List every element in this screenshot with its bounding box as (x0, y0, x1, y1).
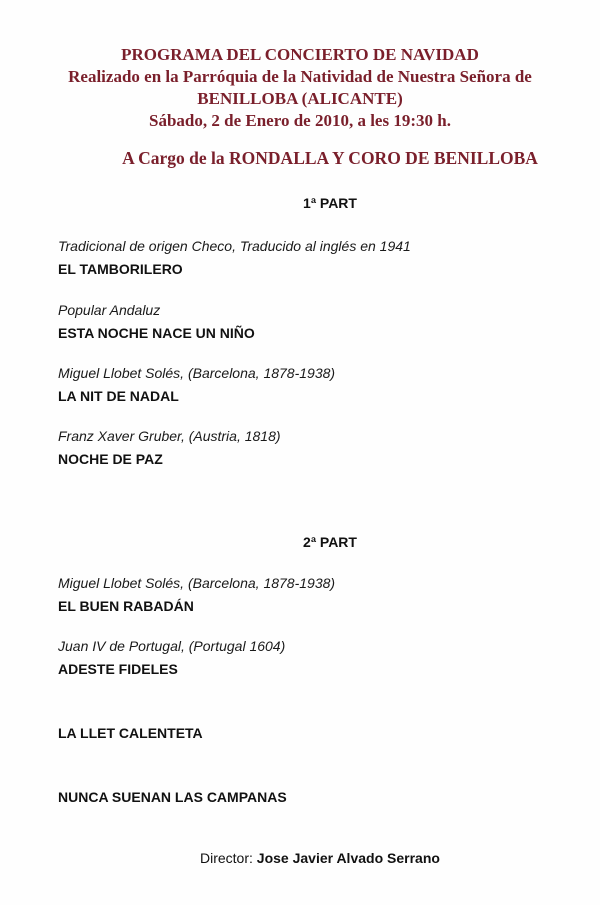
piece-title: ADESTE FIDELES (58, 661, 178, 677)
piece-composer: Popular Andaluz (58, 302, 161, 318)
piece-composer: Juan IV de Portugal, (Portugal 1604) (58, 638, 286, 654)
piece-title: ESTA NOCHE NACE UN NIÑO (58, 325, 255, 341)
director-name: Jose Javier Alvado Serrano (256, 850, 440, 866)
piece-title: LA LLET CALENTETA (58, 725, 203, 741)
director-line (200, 850, 440, 866)
part-2-heading: 2ª PART (303, 534, 357, 550)
piece-title: LA NIT DE NADAL (58, 388, 179, 404)
date-time: Sábado, 2 de Enero de 2010, a les 19:30 h. (149, 111, 451, 130)
piece-title: NUNCA SUENAN LAS CAMPANAS (58, 789, 287, 805)
part-1-heading: 1ª PART (303, 195, 357, 211)
piece-composer: Tradicional de origen Checo, Traducido al inglés en 1941 (58, 238, 411, 254)
piece-composer: Franz Xaver Gruber, (Austria, 1818) (58, 428, 281, 444)
piece-title: NOCHE DE PAZ (58, 451, 163, 467)
performers-lead: A Cargo de la (122, 148, 225, 168)
director-label: Director: (200, 850, 253, 866)
piece-composer: Miguel Llobet Solés, (Barcelona, 1878-1938) (58, 365, 336, 381)
venue-line: Realizado en la Parróquia de la Natividad de Nuestra Señora de (68, 67, 532, 86)
program-header (0, 44, 600, 132)
performers-line (0, 148, 600, 169)
piece-composer: Miguel Llobet Solés, (Barcelona, 1878-1938) (58, 575, 336, 591)
venue-town: BENILLOBA (ALICANTE) (197, 89, 403, 108)
piece-title: EL TAMBORILERO (58, 261, 183, 277)
piece-title: EL BUEN RABADÁN (58, 598, 194, 614)
program-title: PROGRAMA DEL CONCIERTO DE NAVIDAD (121, 45, 479, 64)
performers-name: RONDALLA Y CORO DE BENILLOBA (229, 148, 538, 168)
